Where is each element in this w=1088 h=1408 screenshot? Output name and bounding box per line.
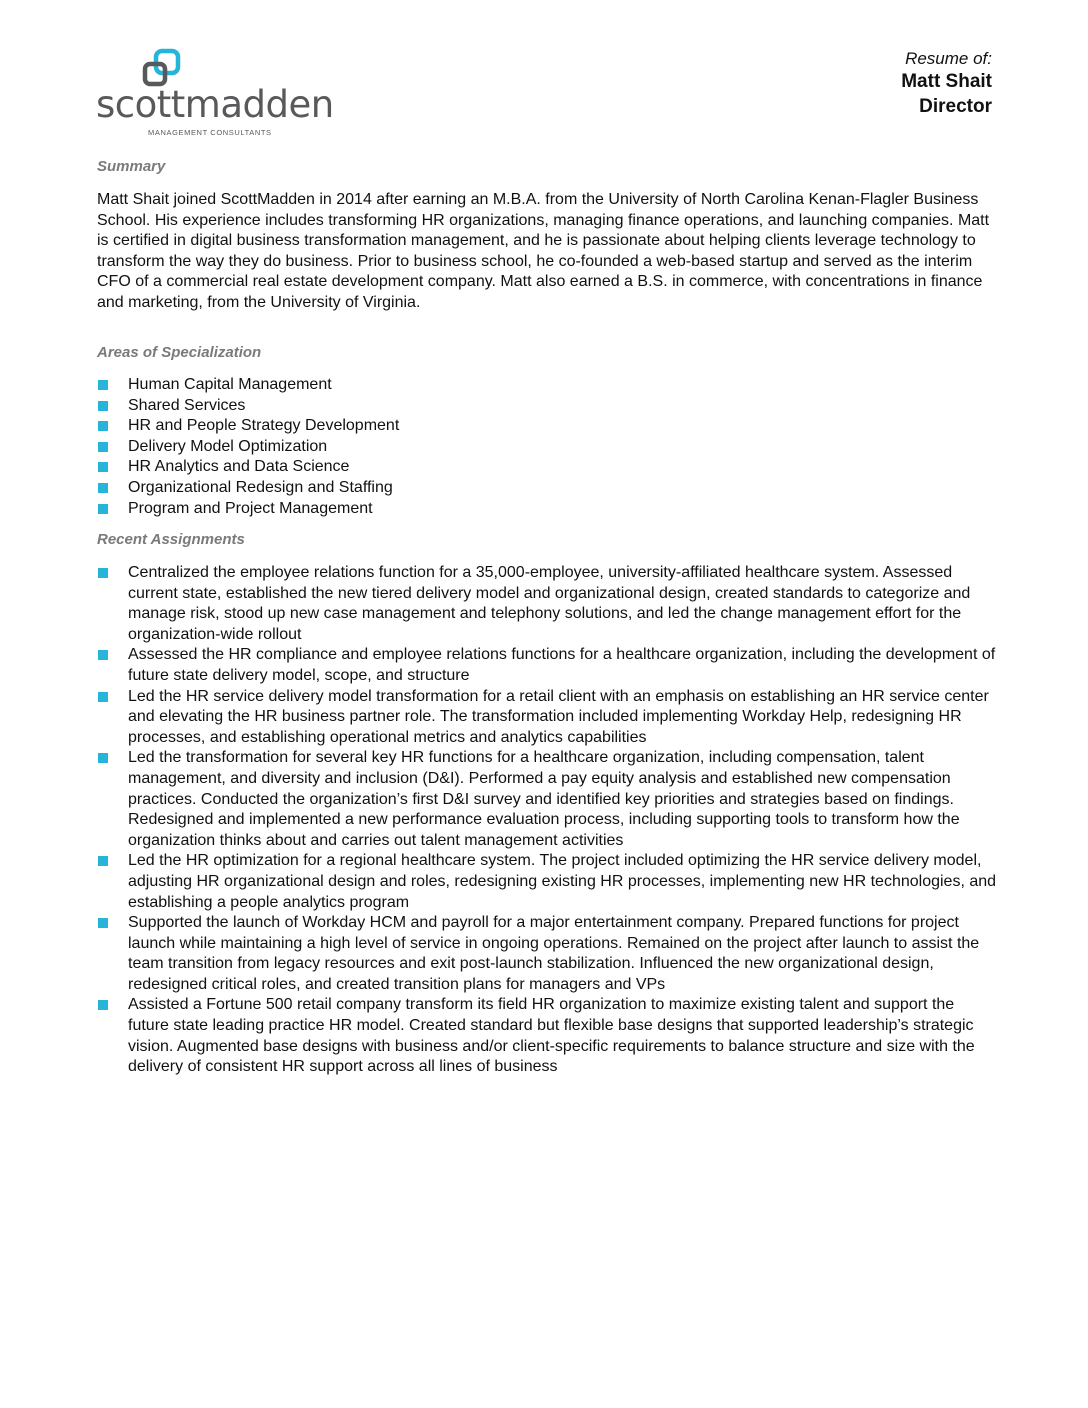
person-name: Matt Shait [901, 71, 992, 92]
assignments-list [97, 563, 997, 1078]
bullet-square-icon [98, 650, 108, 660]
summary-text: Matt Shait joined ScottMadden in 2014 after earning an M.B.A. from the University of North Carolina Kenan-Flagler Business School. His experience includes transforming HR organizations, managing finance operations, and launching companies. Matt is certified in digital business transformation management, and he is passionate about helping clients leverage technology to transform the way they do business. Prior to business school, he co-founded a web-based startup and served as the interim CFO of a commercial real estate development company. Matt also earned a B.S. in commerce, with concentrations in finance and marketing, from the University of Virginia. [97, 191, 990, 311]
list-item: Supported the launch of Workday HCM and payroll for a major entertainment company. Prepared functions for project launch while maintaining a high level of service in ongoing operations. Remained on the project after launch to assist the team transition from legacy resources and exit post-launch stabilization. Influenced the new organizational design, redesigned critical roles, and created transition plans for managers and VPs [97, 913, 997, 995]
person-title: Director [919, 96, 992, 117]
list-item: Delivery Model Optimization [97, 437, 997, 458]
bullet-square-icon [98, 918, 108, 928]
bullet-square-icon [98, 483, 108, 493]
list-item: HR and People Strategy Development [97, 416, 997, 437]
resume-of-label: Resume of: [905, 49, 992, 68]
list-item: Shared Services [97, 396, 997, 417]
bullet-square-icon [98, 1000, 108, 1010]
list-item: Led the transformation for several key HR functions for a healthcare organization, including compensation, talent management, and diversity and inclusion (D&I). Performed a pay equity analysis and established new compensation practices. Conducted the organization’s first D&I survey and identified key priorities and strategies based on findings. Redesigned and implemented a new performance evaluation process, including supporting tools to transform how the organization thinks about and carries out talent management activities [97, 748, 997, 851]
resume-header [901, 48, 992, 119]
bullet-square-icon [98, 753, 108, 763]
list-item: Assessed the HR compliance and employee relations functions for a healthcare organization, including the development of future state delivery model, scope, and structure [97, 645, 997, 686]
bullet-square-icon [98, 568, 108, 578]
list-item: Centralized the employee relations function for a 35,000-employee, university-affiliated healthcare system. Assessed current state, established the new tiered delivery model and organizational design, created standards to categorize and manage risk, stood up new case management and telephony solutions, and led the change management effort for the organization-wide rollout [97, 563, 997, 645]
bullet-square-icon [98, 442, 108, 452]
list-item: Assisted a Fortune 500 retail company transform its field HR organization to maximize existing talent and support the future state leading practice HR model. Created standard but flexible base designs that supported leadership’s strategic vision. Augmented base designs with business and/or client-specific requirements to balance structure and size with the delivery of consistent HR support across all lines of business [97, 995, 997, 1077]
logo-tagline: MANAGEMENT CONSULTANTS [148, 128, 272, 137]
list-item: HR Analytics and Data Science [97, 457, 997, 478]
list-item: Program and Project Management [97, 499, 997, 520]
bullet-square-icon [98, 421, 108, 431]
list-item: Organizational Redesign and Staffing [97, 478, 997, 499]
logo-wordmark: scottmadden [96, 83, 334, 126]
bullet-square-icon [98, 856, 108, 866]
bullet-square-icon [98, 462, 108, 472]
bullet-square-icon [98, 692, 108, 702]
bullet-square-icon [98, 380, 108, 390]
assignments-heading: Recent Assignments [97, 531, 245, 548]
company-logo [96, 46, 334, 137]
specialization-list [97, 375, 997, 519]
list-item: Led the HR optimization for a regional healthcare system. The project included optimizing the HR service delivery model, adjusting HR organizational design and roles, redesigning existing HR processes, implementing new HR technologies, and establishing a people analytics program [97, 851, 997, 913]
bullet-square-icon [98, 401, 108, 411]
list-item: Human Capital Management [97, 375, 997, 396]
summary-heading: Summary [97, 158, 166, 175]
specialization-heading: Areas of Specialization [97, 344, 262, 361]
bullet-square-icon [98, 504, 108, 514]
list-item: Led the HR service delivery model transformation for a retail client with an emphasis on establishing an HR service center and elevating the HR business partner role. The transformation included implementing Workday Help, redesigning HR processes, and establishing operational metrics and analytics capabilities [97, 687, 997, 749]
